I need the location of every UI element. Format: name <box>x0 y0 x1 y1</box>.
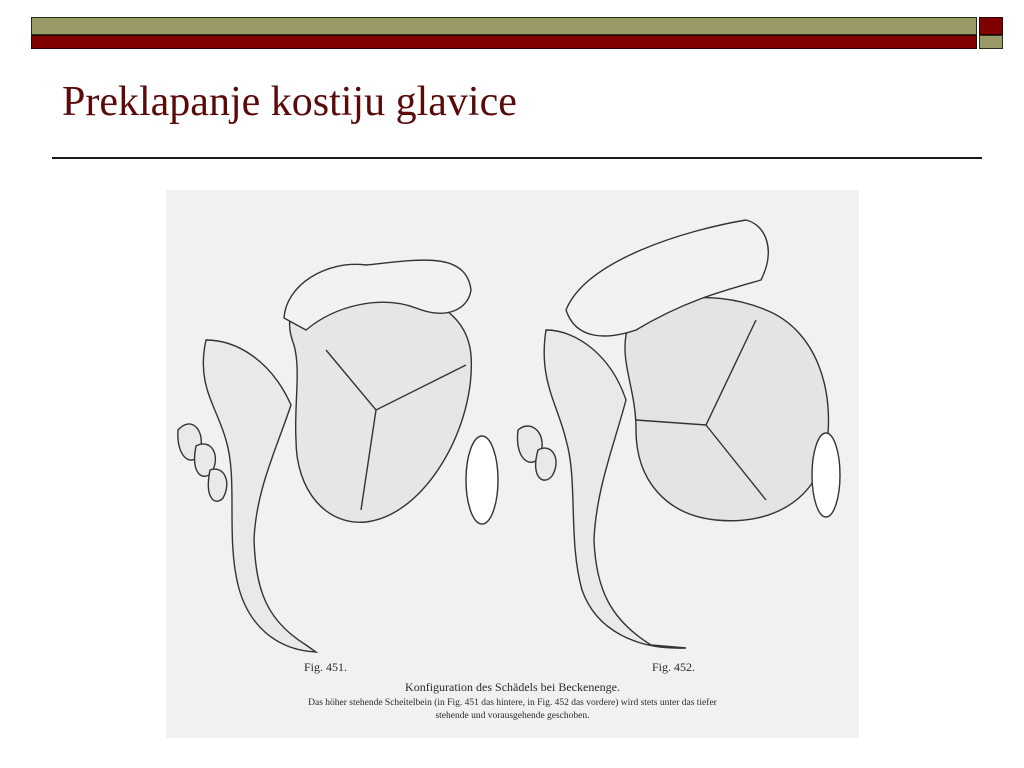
left-pelvis-drawing <box>178 340 316 652</box>
slide-title: Preklapanje kostiju glavice <box>62 79 517 125</box>
decor-bar-maroon <box>31 35 977 49</box>
figure-caption-title: Konfiguration des Schädels bei Beckenenge. <box>405 680 620 694</box>
decor-square-maroon <box>979 17 1003 35</box>
figure-label-right: Fig. 452. <box>652 660 696 674</box>
figure-label-left: Fig. 451. <box>304 660 348 674</box>
decor-bar-olive <box>31 17 977 35</box>
skull-illustration <box>166 190 859 738</box>
title-divider <box>52 157 982 159</box>
left-skull-drawing <box>284 260 498 524</box>
anatomical-figure <box>166 190 859 738</box>
figure-caption-line2: stehende und vorausgehende geschoben. <box>435 711 590 721</box>
decor-square-olive <box>979 35 1003 49</box>
figure-caption-line1: Das höher stehende Scheitelbein (in Fig. 451 das hintere, in Fig. 452 das vordere) wird stets unter das tiefer <box>308 698 717 708</box>
